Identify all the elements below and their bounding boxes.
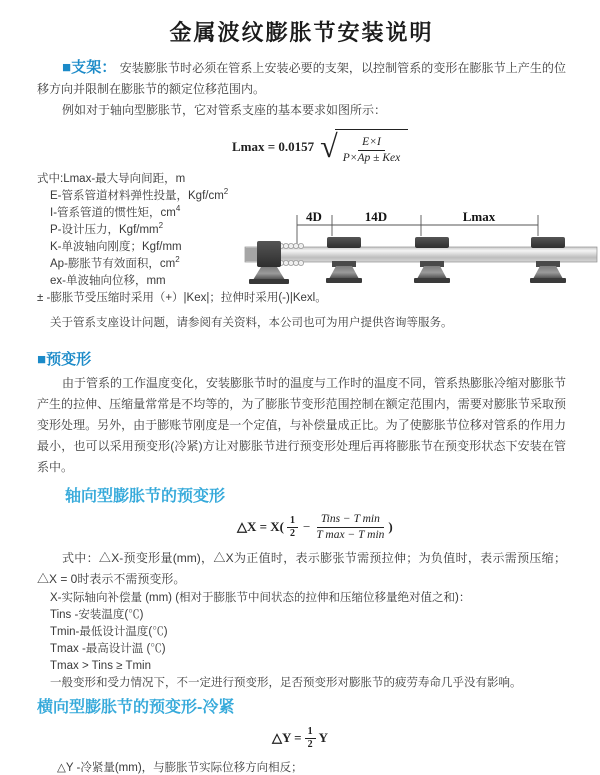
definition-text: ex-单波轴向位移，mm: [50, 275, 166, 287]
definition-row: [50, 315, 566, 332]
predeform-section-heading: 预变形: [46, 351, 92, 368]
axial-explain-paragraph: 式中：△X-预变形量(mm)，△X为正值时，表示膨张节需预拉伸；为负值时，表示需预压缩；△X = 0时表示不需预变形。: [37, 551, 566, 586]
half-numerator: 1: [287, 515, 298, 528]
support-pedestal: [533, 266, 563, 279]
delta-y-rhs: Y: [318, 730, 328, 745]
document-page: [0, 16, 600, 774]
predeform-section-heading-row: [37, 348, 566, 369]
list-item: Tmin-最低设计温度(℃): [50, 626, 168, 638]
document-content: [0, 16, 600, 775]
delta-x-rhs: ): [388, 519, 393, 534]
superscript: 4: [175, 204, 181, 214]
dim-label-14d: 14D: [364, 209, 388, 224]
superscript: 2: [158, 221, 164, 231]
definition-text: E-管系管道材料弹性投量，Kgf/cm: [50, 190, 224, 202]
pipe-end-stub: [245, 248, 257, 261]
axial-subheading: 轴向型膨胀节的预变形: [65, 488, 226, 505]
lateral-subheading: 横向型膨胀节的预变形-冷紧: [37, 699, 235, 716]
lateral-note-line: △Y -冷紧量(mm)，与膨胀节实际位移方向相反；: [57, 762, 303, 774]
lmax-formula: [232, 127, 566, 167]
delta-y-lhs: △Y =: [272, 730, 302, 745]
dim-label-4d: 4D: [306, 209, 322, 224]
pipe: [245, 247, 597, 262]
pipe-support-diagram: [245, 206, 600, 316]
lmax-formula-lhs: Lmax = 0.0157: [232, 139, 315, 154]
minus-operator: −: [303, 519, 311, 534]
radical-sign: √: [320, 128, 338, 165]
delta-y-formula: [272, 723, 566, 753]
half-numerator: 1: [305, 726, 316, 739]
temperature-numerator: Tins − T min: [317, 512, 384, 528]
delta-x-lhs: △X = X(: [237, 519, 285, 534]
definition-text: 式中:Lmax-最大导向间距，m: [37, 173, 186, 185]
support-section-heading: 支架：: [71, 59, 117, 76]
lmax-fraction-denominator: P×Ap ± Kex: [342, 151, 401, 164]
definition-row: [37, 171, 566, 188]
definition-text: ± -膨胀节受压缩时采用（+）|Kex|；拉伸时采用(-)|Kexl。: [37, 292, 327, 304]
one-half-fraction: [305, 726, 316, 751]
half-denominator: 2: [307, 738, 313, 750]
predeform-body-paragraph: 由于管系的工作温度变化，安装膨胀节时的温度与工作时的温度不同，管系热膨胀冷缩对膨胀节产生的拉伸、压缩量常常是不均等的，为了膨胀节变形范围控制在额定范围内，需要对膨胀节采取预变形处理。另外，由于膨账节刚度是一个定值，与补偿量成正比。为了使膨胀节位移对管系的作用力最小，也可以采用预变形(冷紧)方让对膨胀节进行预变形处理后再将膨胀节在预变形状态下安装在管系中。: [37, 376, 567, 474]
support-base: [414, 278, 450, 283]
support-example-line: 例如对于轴向型膨胀节，它对管系支座的基本要求如图所示：: [62, 103, 387, 117]
one-half-fraction: [287, 515, 298, 540]
axial-variable-list: [50, 590, 566, 692]
superscript: 2: [175, 255, 180, 265]
temperature-fraction: [314, 512, 386, 543]
support-base: [530, 278, 566, 283]
list-item: Tmax > Tins ≥ Tmin: [50, 660, 151, 672]
section-marker-icon: ■: [62, 59, 72, 76]
support-pedestal: [417, 266, 447, 279]
lmax-fraction: [341, 135, 403, 166]
definition-text: Ap-膨胀节有效面积，cm: [50, 258, 176, 270]
list-item: X-实际轴向补偿量 (mm) (相对于膨胀节中间状态的拉伸和压缩位移量绝对值之和)：: [50, 592, 471, 604]
list-item: Tmax -最高设计温 (℃): [50, 643, 166, 655]
list-item: 一般变形和受力情况下，不一定进行预变形，足否预变形对膨胀节的疲劳寿命几乎没有影响。: [50, 677, 522, 689]
definition-text: K-单波轴向刚度；Kgf/mm: [50, 241, 182, 253]
support-clamp: [327, 237, 361, 248]
superscript: 2: [223, 187, 229, 197]
list-item: Tins -安装温度(℃): [50, 609, 144, 621]
support-intro-paragraph: [37, 57, 566, 100]
definition-text: 关于管系支座设计问题，请参阅有关资料，本公司也可为用户提供咨询等服务。: [50, 317, 453, 329]
anchor-clamp: [257, 241, 281, 267]
delta-x-formula: [237, 510, 566, 544]
temperature-denominator: T max − T min: [316, 528, 385, 541]
page-title: 金属波纹膨胀节安装说明: [169, 20, 434, 45]
definition-text: P-设计压力，Kgf/mm: [50, 224, 159, 236]
lmax-fraction-numerator: E×I: [358, 135, 385, 151]
support-clamp: [531, 237, 565, 248]
definition-row: [50, 188, 566, 205]
support-intro-text: 安装膨胀节时必须在管系上安装必要的支架，以控制管系的变形在膨胀节上产生的位移方向并限制在膨胀节的额定位移范围内。: [37, 61, 566, 96]
half-denominator: 2: [290, 527, 296, 539]
anchor-pedestal: [253, 267, 285, 280]
radicand: [335, 129, 409, 166]
support-pedestal: [329, 266, 359, 279]
support-base: [326, 278, 362, 283]
anchor-base: [249, 279, 289, 284]
definition-text: I-管系管道的惯性矩，cm: [50, 207, 176, 219]
dim-label-lmax: Lmax: [462, 209, 496, 224]
support-clamp: [415, 237, 449, 248]
section-marker-icon: ■: [37, 351, 47, 368]
